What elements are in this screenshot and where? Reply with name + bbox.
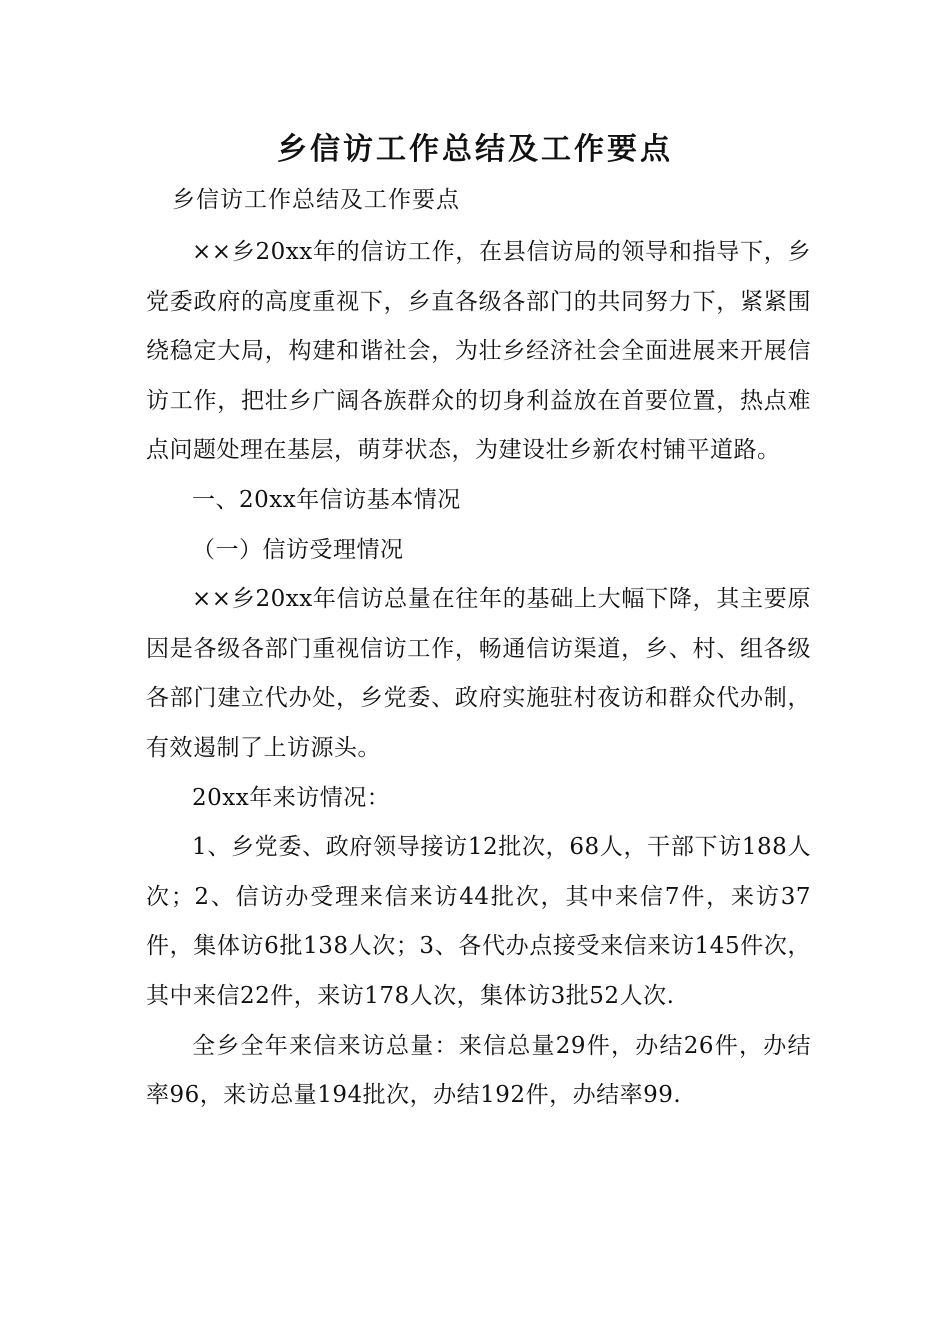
visit-statistics-paragraph: 1、乡党委、政府领导接访12批次，68人，干部下访188人次；2、信访办受理来信来访44批次，其中来信7件，来访37件，集体访6批138人次；3、各代办点接受来信来访145件次，其中来信22件，来访178人次，集体访3批52人次.	[146, 834, 811, 1009]
visit-situation-label: 20xx年来访情况：	[192, 784, 391, 811]
page-subtitle: 乡信访工作总结及工作要点	[172, 187, 460, 213]
document-body	[146, 228, 811, 1121]
annual-total-paragraph: 全乡全年来信来访总量：来信总量29件，办结26件，办结率96，来访总量194批次，办结192件，办结率99.	[146, 1032, 811, 1109]
section-heading-basic-situation: 一、20xx年信访基本情况	[192, 486, 461, 513]
subsection-heading-acceptance: （一）信访受理情况	[192, 536, 404, 563]
page-title: 乡信访工作总结及工作要点	[277, 132, 673, 167]
intro-paragraph: ××乡20xx年的信访工作，在县信访局的领导和指导下，乡党委政府的高度重视下，乡直各级各部门的共同努力下，紧紧围绕稳定大局，构建和谐社会，为壮乡经济社会全面进展来开展信访工作，把壮乡广阔各族群众的切身利益放在首要位置，热点难点问题处理在基层，萌芽状态，为建设壮乡新农村铺平道路。	[146, 239, 811, 464]
acceptance-paragraph: ××乡20xx年信访总量在往年的基础上大幅下降，其主要原因是各级各部门重视信访工作，畅通信访渠道，乡、村、组各级各部门建立代办处，乡党委、政府实施驻村夜访和群众代办制，有效遏制了上访源头。	[146, 586, 811, 761]
